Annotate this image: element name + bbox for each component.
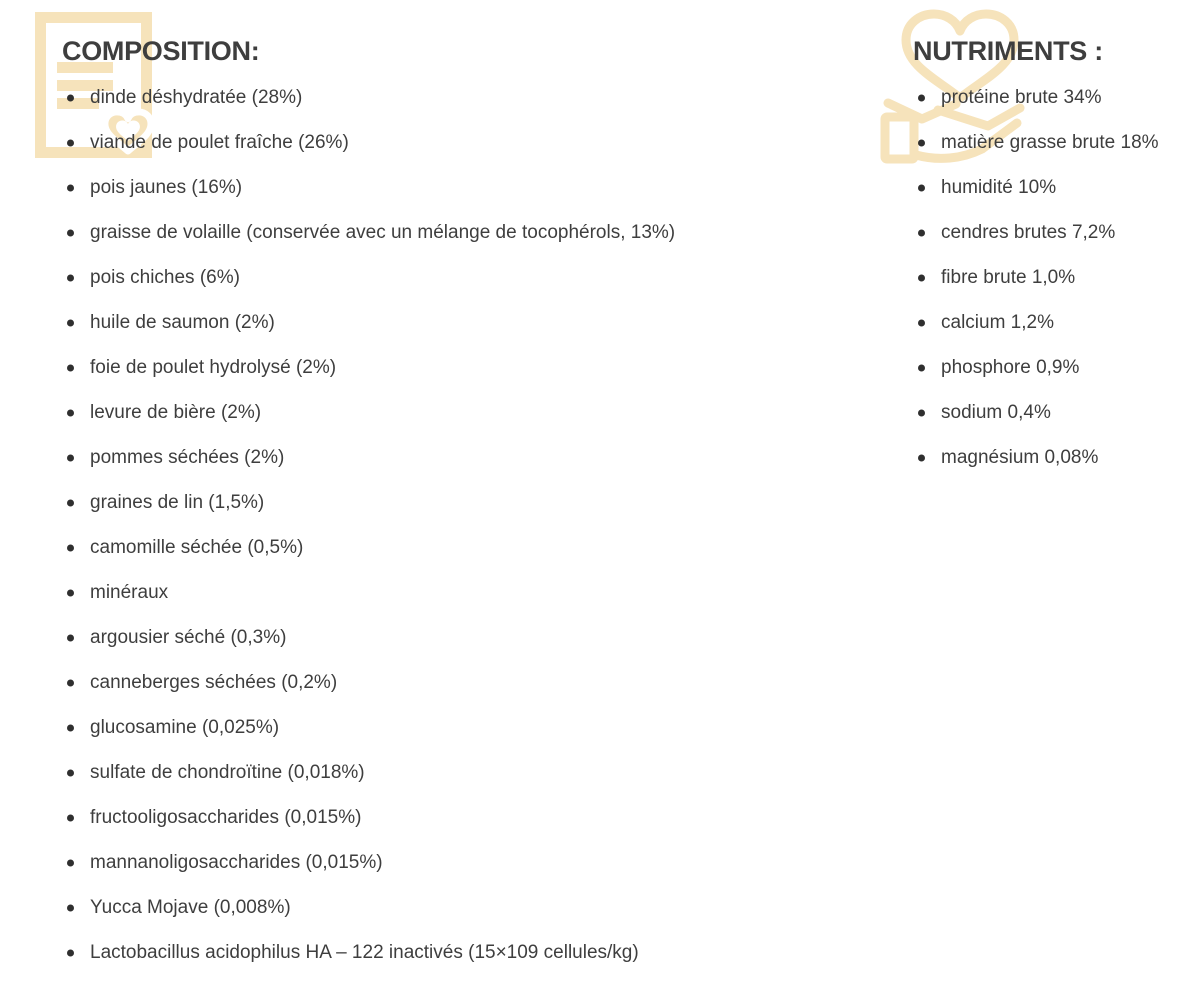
nutrient-item: fibre brute 1,0%	[913, 255, 1200, 300]
composition-item: graisse de volaille (conservée avec un mélange de tocophérols, 13%)	[62, 210, 832, 255]
composition-item: huile de saumon (2%)	[62, 300, 832, 345]
nutrient-item: magnésium 0,08%	[913, 435, 1200, 480]
composition-item: pommes séchées (2%)	[62, 435, 832, 480]
composition-item: dinde déshydratée (28%)	[62, 75, 832, 120]
composition-section	[62, 36, 832, 975]
nutrient-item: phosphore 0,9%	[913, 345, 1200, 390]
nutrients-list	[913, 75, 1200, 480]
composition-item: argousier séché (0,3%)	[62, 615, 832, 660]
composition-item: canneberges séchées (0,2%)	[62, 660, 832, 705]
composition-item: Yucca Mojave (0,008%)	[62, 885, 832, 930]
composition-item: foie de poulet hydrolysé (2%)	[62, 345, 832, 390]
composition-item: Lactobacillus acidophilus HA – 122 inactivés (15×109 cellules/kg)	[62, 930, 832, 975]
cuff	[885, 117, 914, 159]
composition-item: sulfate de chondroïtine (0,018%)	[62, 750, 832, 795]
composition-item: camomille séchée (0,5%)	[62, 525, 832, 570]
composition-item: minéraux	[62, 570, 832, 615]
nutrient-item: protéine brute 34%	[913, 75, 1200, 120]
composition-item: glucosamine (0,025%)	[62, 705, 832, 750]
nutrient-item: cendres brutes 7,2%	[913, 210, 1200, 255]
nutrient-item: humidité 10%	[913, 165, 1200, 210]
composition-item: pois jaunes (16%)	[62, 165, 832, 210]
composition-item: pois chiches (6%)	[62, 255, 832, 300]
nutrient-item: sodium 0,4%	[913, 390, 1200, 435]
nutrient-item: calcium 1,2%	[913, 300, 1200, 345]
composition-title: COMPOSITION:	[62, 36, 260, 66]
composition-list	[62, 75, 832, 975]
composition-item: levure de bière (2%)	[62, 390, 832, 435]
composition-item: mannanoligosaccharides (0,015%)	[62, 840, 832, 885]
composition-item: graines de lin (1,5%)	[62, 480, 832, 525]
nutrients-section	[913, 36, 1200, 480]
composition-item: fructooligosaccharides (0,015%)	[62, 795, 832, 840]
nutrient-item: matière grasse brute 18%	[913, 120, 1200, 165]
nutrients-title: NUTRIMENTS :	[913, 36, 1103, 66]
composition-item: viande de poulet fraîche (26%)	[62, 120, 832, 165]
